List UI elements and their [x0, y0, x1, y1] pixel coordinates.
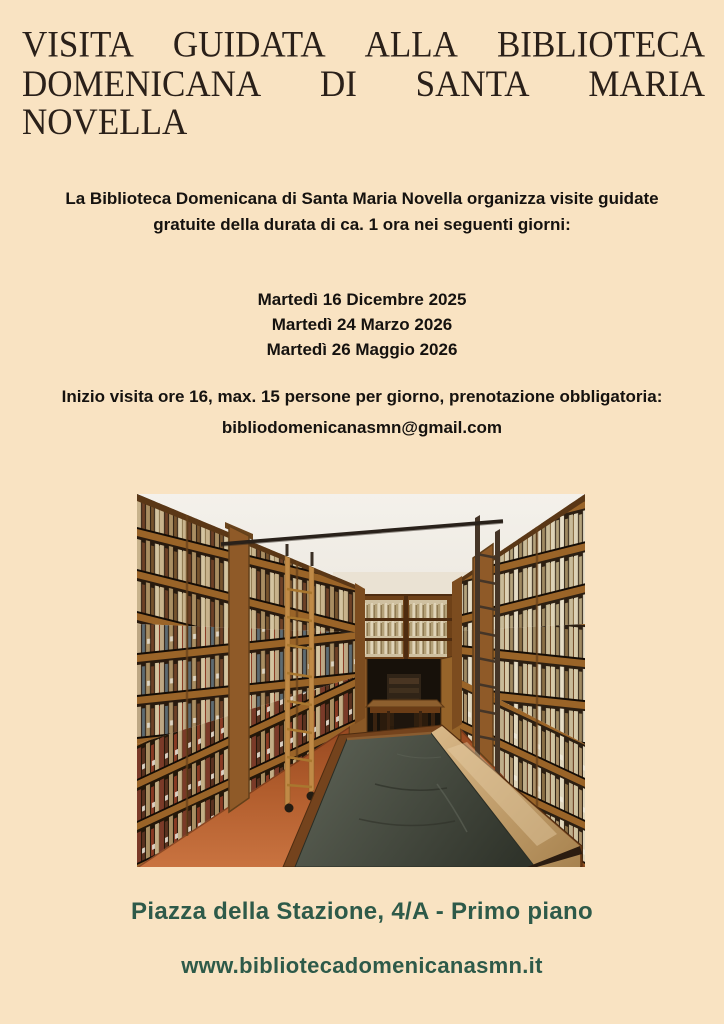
title-line-3: NOVELLA [22, 101, 188, 143]
address-line: Piazza della Stazione, 4/A - Primo piano [131, 898, 593, 925]
page-title [22, 23, 705, 143]
website-url: www.bibliotecadomenicanasmn.it [181, 953, 543, 978]
visit-date: Martedì 16 Dicembre 2025 [257, 290, 467, 309]
visit-dates [32, 287, 692, 362]
visit-date: Martedì 24 Marzo 2026 [271, 315, 453, 334]
booking-details-text: Inizio visita ore 16, max. 15 persone per giorno, prenotazione obbligatoria: [61, 387, 663, 406]
title-line-1: VISITA GUIDATA ALLA BIBLIOTECA [22, 23, 705, 66]
intro-paragraph: La Biblioteca Domenicana di Santa Maria Novella organizza visite guidate gratuite della durata di ca. 1 ora nei seguenti giorni: [65, 189, 659, 234]
visit-date: Martedì 26 Maggio 2026 [266, 340, 458, 359]
booking-details [12, 384, 712, 441]
overhead-cabinet [357, 595, 453, 663]
library-photo [137, 494, 585, 867]
title-line-2: DOMENICANA DI SANTA MARIA [22, 62, 705, 104]
booking-email: bibliodomenicanasmn@gmail.com [221, 418, 503, 437]
